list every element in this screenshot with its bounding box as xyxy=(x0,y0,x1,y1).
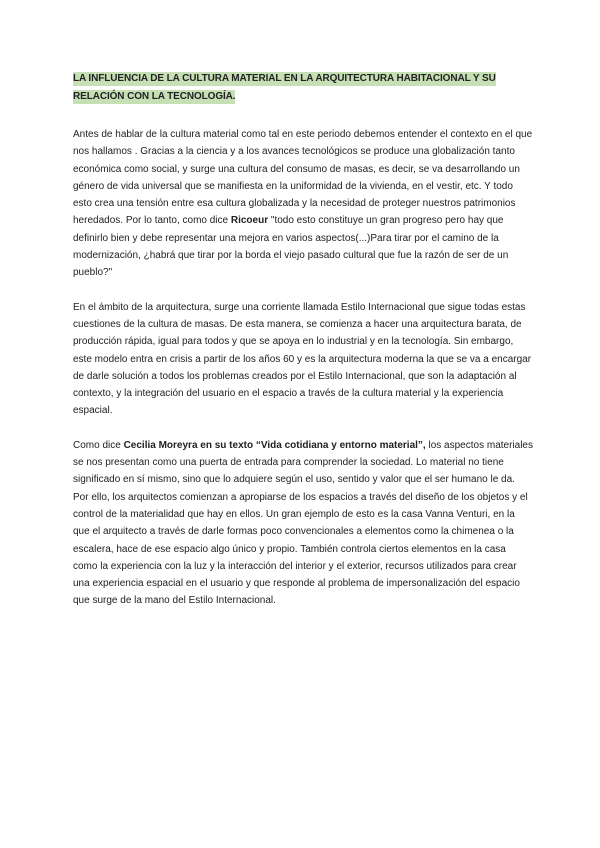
paragraph-material-text-2: los aspectos materiales se nos presentan como una puerta de entrada para comprender la sociedad. Lo material no tiene significado en sí mismo, sino que lo adquiere según el uso, sentido y valor que el ser humano le da. Por ello, los arquitectos comienzan a apropiarse de los espacios a través del diseño de los objetos y el control de la materialidad que hay en ellos. Un gran ejemplo de esto es la casa Vanna Venturi, en la que el arquitecto a través de darle formas poco convencionales a elementos como la chimenea o la escalera, hace de ese espacio algo único y propio. También controla ciertos elementos en la casa como la experiencia con la luz y la interacción del interior y el exterior, recursos utilizados para crear una experiencia espacial en el usuario y que responde al problema de impersonalización del espacio que surge de la mano del Estilo Internacional. xyxy=(73,439,533,607)
title-highlight: LA INFLUENCIA DE LA CULTURA MATERIAL EN LA ARQUITECTURA HABITACIONAL Y SU RELACIÓN CON LA TECNOLOGÍA. xyxy=(73,73,496,102)
document-page xyxy=(73,70,533,627)
paragraph-material-text-1: Como dice xyxy=(73,439,124,451)
document-title xyxy=(73,70,533,106)
paragraph-context-text-2: "todo esto constituye un gran progreso pero hay que definirlo bien y debe representar una mejora en varios aspectos(...)Para tirar por el camino de la modernización, ¿habrá que tirar por la borda el viejo pasado cultural que fue la razón de ser de un pueblo?" xyxy=(73,215,509,279)
paragraph-international-style: En el ámbito de la arquitectura, surge una corriente llamada Estilo Internacional que sigue todas estas cuestiones de la cultura de masas. De esta manera, se comienza a hacer una arquitectura barata, de producción rápida, igual para todos y que se apoya en lo industrial y en la tecnología. Sin embargo, este modelo entra en crisis a partir de los años 60 y es la arquitectura moderna la que se va a encargar de darle solución a todos los problemas creados por el Estilo Internacional, que son la adaptación al contexto, y la integración del usuario en el espacio a través de la cultura material y la experiencia espacial. xyxy=(73,301,532,417)
paragraph-context-text-1: Antes de hablar de la cultura material como tal en este periodo debemos entender el contexto en el que nos hallamos . Gracias a la ciencia y a los avances tecnológicos se produce una globalización tanto económica como social, y surge una cultura del consumo de masas, es decir, se va desarrollando un género de vida universal que se manifiesta en la uniformidad de la vivienda, en el vestir, etc. Y todo esto crea una tensión entre esa cultura globalizada y la necesidad de proteger nuestros patrimonios heredados. Por lo tanto, como dice xyxy=(73,129,533,227)
paragraph-material-culture xyxy=(73,437,533,610)
paragraph-context xyxy=(73,126,533,282)
author-ricoeur: Ricoeur xyxy=(230,215,269,227)
author-cecilia-moreyra: Cecilia Moreyra en su texto “Vida cotidiana y entorno material”, xyxy=(123,439,426,451)
